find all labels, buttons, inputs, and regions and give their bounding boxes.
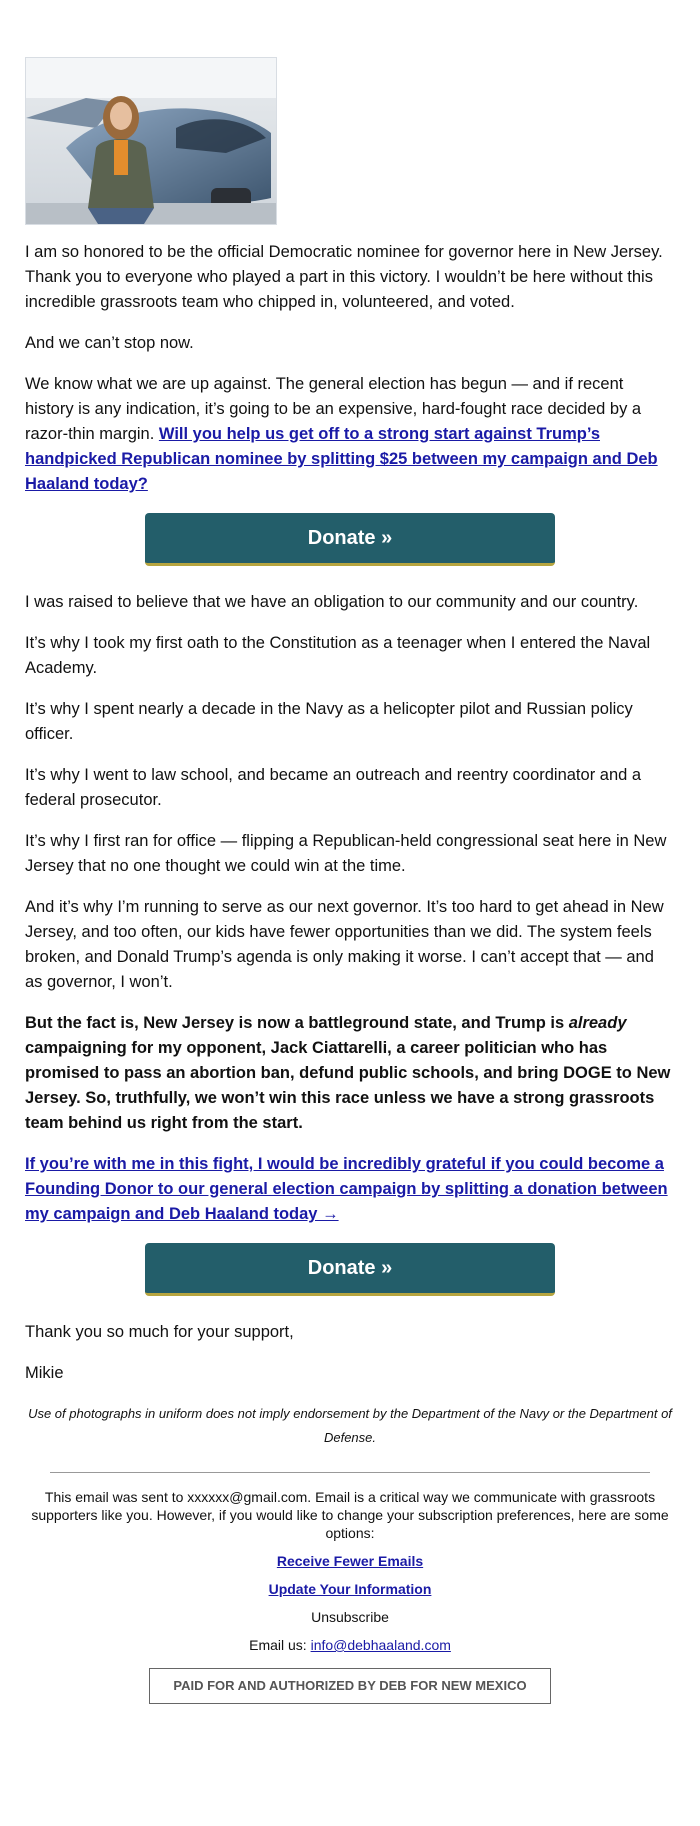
hero-photo-illustration [26, 58, 276, 224]
battleground-emphasis: already [568, 1014, 627, 1032]
receive-fewer-emails-link[interactable]: Receive Fewer Emails [276, 1553, 424, 1569]
paragraph-cant-stop: And we can’t stop now. [25, 334, 194, 352]
donate-button-row-1 [25, 513, 675, 566]
hero-image [25, 57, 277, 225]
battleground-text-2: campaigning for my opponent, Jack Ciattarelli, a career politician who has promised to pass an abortion ban, defund public schools, and bring DOGE to New Jersey. So, truthfully, we won’t win this race unless we have a strong grassroots team behind us right from the start. [25, 1039, 671, 1132]
unsubscribe-link[interactable]: Unsubscribe [311, 1609, 389, 1625]
paragraph-obligation: I was raised to believe that we have an obligation to our community and our country. [25, 593, 639, 611]
uniform-disclaimer: Use of photographs in uniform does not imply endorsement by the Department of the Navy or the Department of Defense. [28, 1406, 672, 1445]
donate-button-secondary[interactable]: Donate » [145, 1243, 555, 1296]
paragraph-general-election [25, 372, 675, 497]
update-information-link[interactable]: Update Your Information [268, 1581, 432, 1597]
footer-notice: This email was sent to xxxxxx@gmail.com. Email is a critical way we communicate with grassroots supporters like you. However, if you would like to change your subscription preferences, here are some options: [31, 1489, 669, 1541]
email-footer [25, 1488, 675, 1704]
paragraph-intro: I am so honored to be the official Democratic nominee for governor here in New Jersey. Thank you to everyone who played a part in this victory. I wouldn’t be here without this incredible grassroots team who chipped in, volunteered, and voted. [25, 243, 663, 311]
email-us-label: Email us: [249, 1637, 311, 1653]
footer-divider [50, 1472, 650, 1473]
signature: Mikie [25, 1364, 64, 1382]
closing-thanks: Thank you so much for your support, [25, 1323, 294, 1341]
email-us-line [25, 1636, 675, 1654]
paid-for-box: PAID FOR AND AUTHORIZED BY DEB FOR NEW MEXICO [149, 1668, 551, 1704]
paragraph-founding-donor [25, 1152, 675, 1227]
donate-button[interactable]: Donate » [145, 513, 555, 566]
split-donation-link[interactable]: Will you help us get off to a strong start against Trump’s handpicked Republican nominee by splitting $25 between my campaign and Deb Haaland today? [25, 425, 658, 493]
paragraph-ran-for-office: It’s why I first ran for office — flipping a Republican-held congressional seat here in New Jersey that no one thought we could win at the time. [25, 832, 667, 875]
paragraph-general-election-text: We know what we are up against. The general election has begun — and if recent history is any indication, it’s going to be an expensive, hard-fought race decided by a razor-thin margin. [25, 375, 642, 443]
paragraph-battleground [25, 1011, 675, 1136]
paragraph-oath: It’s why I took my first oath to the Constitution as a teenager when I entered the Naval Academy. [25, 634, 651, 677]
donate-button-row-2 [25, 1243, 675, 1296]
paragraph-governor: And it’s why I’m running to serve as our next governor. It’s too hard to get ahead in New Jersey, and too often, our kids have fewer opportunities than we did. The system feels broken, and Donald Trump’s agenda is only making it worse. I can’t accept that — and as governor, I won’t. [25, 898, 664, 991]
paragraph-navy: It’s why I spent nearly a decade in the Navy as a helicopter pilot and Russian policy officer. [25, 700, 633, 743]
paragraph-law-school: It’s why I went to law school, and became an outreach and reentry coordinator and a federal prosecutor. [25, 766, 642, 809]
founding-donor-link[interactable]: If you’re with me in this fight, I would be incredibly grateful if you could become a Founding Donor to our general election campaign by splitting a donation between my campaign and Deb Haaland today → [25, 1155, 668, 1223]
email-us-link[interactable]: info@debhaaland.com [310, 1637, 451, 1653]
message-content [25, 240, 675, 1704]
battleground-text-1: But the fact is, New Jersey is now a battleground state, and Trump is [25, 1014, 569, 1032]
